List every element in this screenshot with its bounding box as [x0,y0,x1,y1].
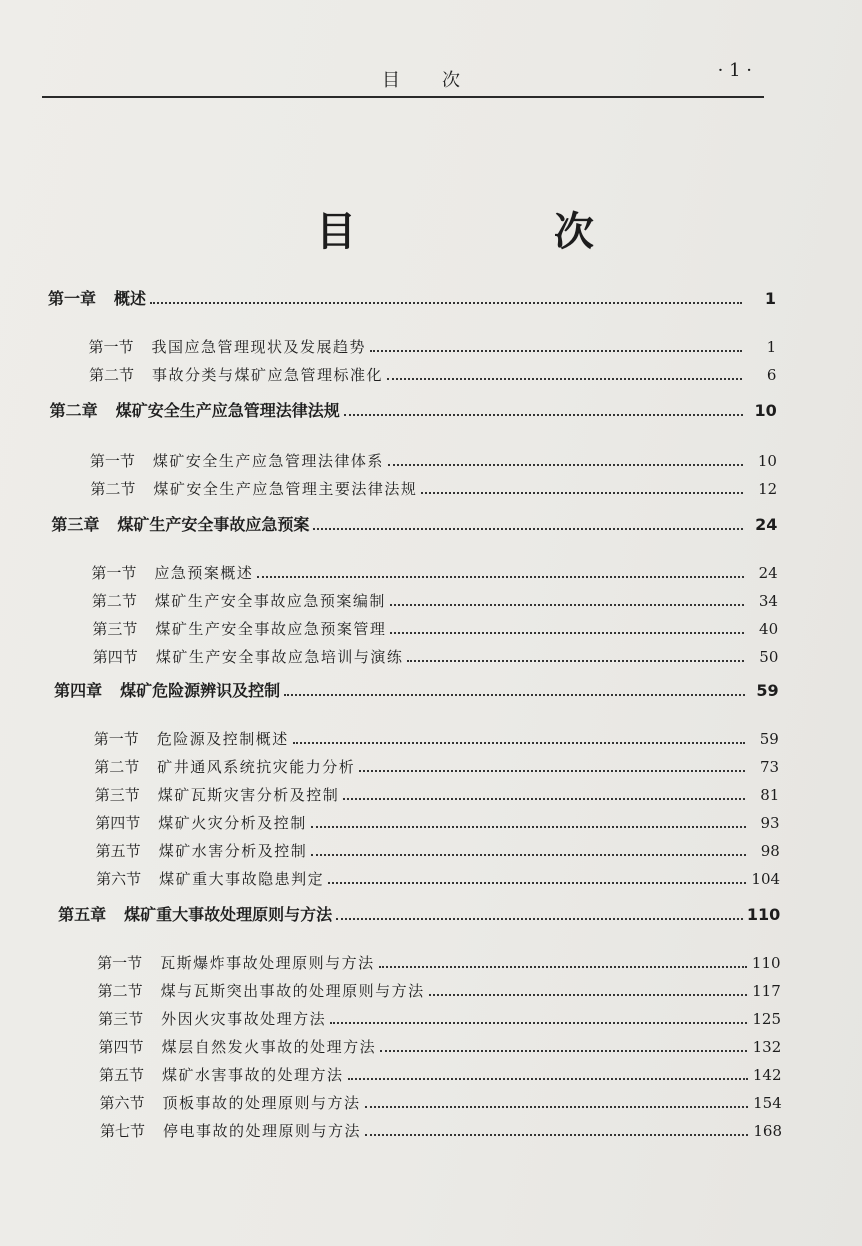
toc-chapter-row [58,902,780,928]
toc-chapter-row [48,286,776,312]
toc-entry-number: 第六节 [96,870,142,888]
toc-entry-title: 应急预案概述 [154,564,254,582]
toc-section-row [91,562,777,588]
toc-entry-page: 154 [753,1094,782,1112]
toc-entry-page: 117 [752,982,781,1000]
dot-leader [150,302,742,304]
toc-entry-title: 概述 [114,289,147,308]
running-header [42,52,764,98]
dot-leader [390,604,744,606]
toc-entry-page: 34 [758,592,778,610]
page-title: 目 次 [316,209,686,255]
toc-entry-title: 煤矿危险源辨识及控制 [120,681,281,700]
dot-leader [293,742,745,744]
dot-leader [330,1022,747,1024]
toc-entry-title: 我国应急管理现状及发展趋势 [151,338,366,356]
toc-section-row [94,756,779,782]
toc-entry-title: 瓦斯爆炸事故处理原则与方法 [160,954,375,972]
toc-section-row [96,868,780,894]
toc-entry-number: 第二节 [88,366,134,384]
dot-leader [388,464,743,466]
toc-entry-title: 煤与瓦斯突出事故的处理原则与方法 [160,982,425,1000]
toc-section-row [92,590,778,616]
toc-entry-title: 煤矿瓦斯灾害分析及控制 [157,786,340,804]
toc-section-row [92,618,778,644]
toc-chapter-row [50,398,777,424]
dot-leader [344,414,743,416]
toc-entry-number: 第一章 [48,289,97,308]
toc-entry-title: 煤层自然发火事故的处理方法 [161,1038,377,1056]
dot-leader [284,694,744,696]
toc-entry-title: 停电事故的处理原则与方法 [163,1122,362,1140]
dot-leader [343,798,745,800]
toc-entry-page: 1 [766,338,777,356]
toc-entry-number: 第一节 [91,564,137,582]
toc-entry-title: 矿井通风系统抗灾能力分析 [157,758,356,776]
toc-entry-title: 煤矿安全生产应急管理法律法规 [115,401,340,420]
toc-entry-title: 煤矿生产安全事故应急预案 [117,515,310,534]
toc-entry-page: 142 [752,1066,782,1084]
toc-entry-page: 132 [752,1038,782,1056]
toc-entry-title: 煤矿水害分析及控制 [158,842,308,860]
dot-leader [429,994,747,996]
toc-entry-number: 第二节 [91,592,137,610]
toc-section-row [89,364,777,390]
toc-section-row [99,1036,782,1062]
toc-entry-number: 第一节 [88,338,134,356]
toc-entry-title: 煤矿生产安全事故应急预案编制 [154,592,386,610]
dot-leader [328,882,746,884]
toc-entry-page: 110 [746,905,781,924]
toc-entry-title: 煤矿火灾分析及控制 [158,814,307,832]
dot-leader [365,1106,748,1108]
toc-entry-page: 59 [756,681,779,700]
toc-entry-number: 第三节 [92,620,138,638]
dot-leader [380,1050,747,1052]
toc-entry-number: 第三节 [98,1010,144,1028]
dot-leader [336,918,743,920]
toc-entry-number: 第四节 [92,648,138,666]
toc-entry-title: 煤矿安全生产应急管理主要法律法规 [153,480,418,498]
toc-entry-page: 24 [758,564,778,582]
toc-entry-page: 98 [760,842,780,860]
toc-section-row [90,478,777,504]
toc-entry-page: 40 [759,620,779,638]
toc-entry-title: 危险源及控制概述 [156,730,289,748]
toc-entry-page: 93 [760,814,780,832]
dot-leader [387,378,742,380]
toc-entry-page: 10 [754,401,777,420]
toc-entry-page: 110 [751,954,781,972]
toc-entry-title: 煤矿生产安全事故应急预案管理 [155,620,387,638]
toc-entry-number: 第五章 [58,905,107,924]
toc-section-row [98,980,781,1006]
dot-leader [407,660,744,662]
toc-entry-page: 73 [760,758,780,776]
toc-entry-number: 第四节 [95,814,141,832]
dot-leader [348,1078,748,1080]
toc-section-row [98,1008,781,1034]
toc-entry-number: 第二节 [94,758,140,776]
dot-leader [311,826,746,828]
dot-leader [365,1134,748,1136]
dot-leader [421,492,743,494]
toc-entry-title: 外因火灾事故处理方法 [161,1010,327,1028]
toc-entry-page: 50 [759,648,779,666]
dot-leader [311,854,746,856]
header-title: 目 次 [382,70,472,91]
dot-leader [370,350,742,352]
toc-entry-page: 104 [751,870,781,888]
header-page-number: · 1 · [717,60,752,81]
toc-entry-number: 第二节 [97,982,143,1000]
toc-entry-number: 第二章 [49,401,98,420]
toc-entry-number: 第七节 [100,1122,146,1140]
toc-section-row [88,336,776,362]
toc-section-row [96,840,780,866]
dot-leader [379,966,747,968]
toc-entry-number: 第四章 [54,681,103,700]
toc-entry-title: 事故分类与煤矿应急管理标准化 [151,366,383,384]
toc-chapter-row [51,512,777,538]
toc-entry-number: 第三节 [94,786,140,804]
toc-entry-title: 煤矿水害事故的处理方法 [162,1066,344,1084]
dot-leader [359,770,745,772]
toc-entry-number: 第一节 [97,954,143,972]
toc-section-row [93,646,779,672]
toc-entry-title: 煤矿安全生产应急管理法律体系 [152,452,384,470]
toc-entry-number: 第一节 [89,452,135,470]
dot-leader [257,576,743,578]
toc-entry-number: 第五节 [95,842,141,860]
toc-entry-page: 12 [758,480,778,498]
toc-entry-title: 煤矿重大事故隐患判定 [159,870,325,888]
dot-leader [313,528,743,530]
toc-entry-page: 59 [759,730,779,748]
toc-entry-page: 10 [757,452,777,470]
toc-section-row [94,728,779,754]
toc-entry-page: 1 [764,289,776,308]
toc-entry-page: 24 [755,515,778,534]
toc-entry-number: 第五节 [99,1066,145,1084]
toc-section-row [100,1092,782,1118]
toc-section-row [95,784,780,810]
toc-entry-page: 125 [752,1010,782,1028]
toc-entry-page: 6 [766,366,777,384]
toc-entry-number: 第三章 [51,515,100,534]
dot-leader [390,632,744,634]
toc-section-row [99,1064,781,1090]
toc-section-row [90,450,777,476]
toc-section-row [100,1120,782,1146]
toc-entry-title: 煤矿重大事故处理原则与方法 [124,905,333,924]
toc-entry-number: 第六节 [99,1094,145,1112]
toc-chapter-row [54,678,778,704]
toc-entry-page: 168 [753,1122,782,1140]
toc-entry-page: 81 [760,786,780,804]
toc-entry-title: 顶板事故的处理原则与方法 [162,1094,361,1112]
toc-entry-title: 煤矿生产安全事故应急培训与演练 [155,648,404,666]
toc-section-row [95,812,779,838]
toc-section-row [97,952,780,978]
toc-entry-number: 第一节 [93,730,139,748]
toc-entry-number: 第二节 [90,480,136,498]
toc-entry-number: 第四节 [98,1038,144,1056]
